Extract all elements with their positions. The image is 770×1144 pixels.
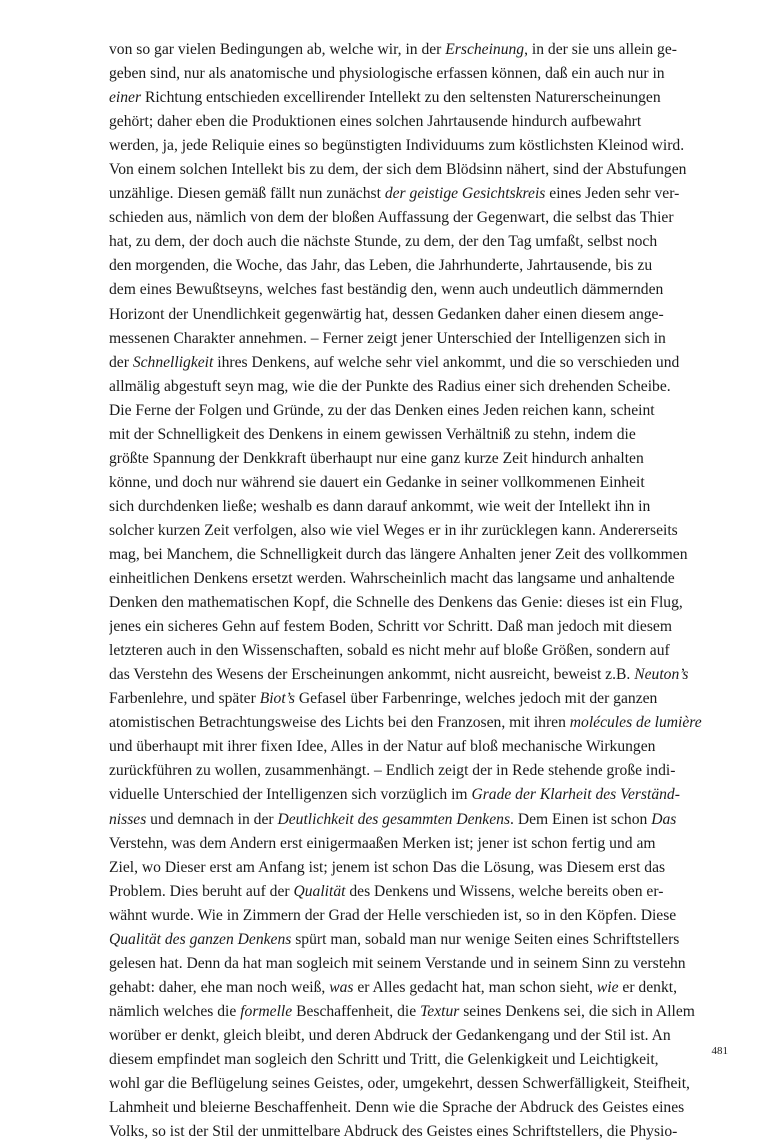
italic-text-segment: einer (109, 89, 142, 107)
text-line (109, 447, 727, 471)
text-segment: , in der sie uns allein ge- (524, 41, 677, 58)
text-line (109, 1120, 727, 1144)
italic-text-segment: Textur (420, 1002, 460, 1020)
text-segment: des Denkens und Wissens, welche bereits oben er- (345, 882, 664, 900)
text-line (109, 832, 727, 856)
text-line (109, 1072, 727, 1096)
text-line (109, 278, 727, 302)
text-line (109, 639, 727, 663)
text-segment: Lahmheit und bleierne Beschaffenheit. Denn wie die Sprache der Abdruck des Geistes eines (109, 1099, 685, 1117)
text-line (109, 880, 727, 904)
italic-text-segment: Qualität (293, 882, 346, 900)
italic-text-segment: Das (651, 810, 677, 828)
text-segment: der (109, 353, 133, 371)
text-segment: Denken den mathematischen Kopf, die Schnelle des Denkens das Genie: dieses ist ein Flug, (109, 594, 683, 612)
text-segment: nämlich welches die (109, 1002, 241, 1020)
text-line (109, 783, 727, 807)
text-segment: atomistischen Betrachtungsweise des Lichts bei den Franzosen, mit ihren (109, 714, 570, 732)
text-line (109, 952, 727, 976)
text-line (109, 543, 727, 567)
italic-text-segment: wie (596, 978, 619, 996)
text-line (109, 375, 727, 399)
text-segment: sich durchdenken ließe; weshalb es dann darauf ankommt, wie weit der Intellekt ihn in (109, 497, 651, 515)
italic-text-segment: Qualität des ganzen Denkens (109, 930, 292, 948)
text-segment: Ziel, wo Dieser erst am Anfang ist; jenem ist schon Das die Lösung, was Diesem erst das (109, 858, 666, 876)
text-segment: ihres Denkens, auf welche sehr viel ankommt, und die so verschieden und (213, 353, 680, 371)
text-segment: von so gar vielen Bedingungen ab, welche wir, in der (109, 41, 446, 58)
text-segment: Verstehn, was dem Andern erst einigermaaßen Merken ist; jener ist schon fertig und am (109, 834, 656, 852)
text-segment: Richtung entschieden excellirender Intellekt zu den seltensten Naturerscheinungen (141, 89, 661, 107)
text-segment: werden, ja, jede Reliquie eines so begünstigten Individuums zum köstlichsten Kleinod wird. (109, 137, 685, 155)
italic-text-segment: molécules de lumière (569, 714, 702, 732)
text-line (109, 759, 727, 783)
text-line (109, 711, 727, 735)
text-segment: Beschaffenheit, die (292, 1002, 421, 1020)
text-segment: und überhaupt mit ihrer fixen Idee, Alles in der Natur auf bloß mechanische Wirkungen (109, 738, 656, 756)
text-line (109, 134, 727, 158)
text-line (109, 62, 727, 86)
text-segment: seines Denkens sei, die sich in Allem (459, 1002, 695, 1020)
text-segment: gehabt: daher, ehe man noch weiß, (109, 978, 330, 996)
text-segment: viduelle Unterschied der Intelligenzen sich vorzüglich im (109, 786, 472, 804)
text-segment: und demnach in der (146, 810, 278, 828)
text-line (109, 38, 727, 62)
text-segment: einheitlichen Denkens ersetzt werden. Wahrscheinlich macht das langsame und anhaltende (109, 570, 675, 588)
text-segment: könne, und doch nur während sie dauert ein Gedanke in seiner vollkommenen Einheit (109, 473, 645, 491)
text-segment: geben sind, nur als anatomische und physiologische erfassen können, daß ein auch nur in (109, 65, 665, 83)
text-segment: . Dem Einen ist schon (510, 810, 652, 828)
text-segment: Farbenlehre, und später (109, 690, 260, 708)
body-text (109, 38, 727, 1144)
text-segment: diesem empfindet man sogleich den Schritt und Tritt, die Gelenkigkeit und Leichtigkeit, (109, 1050, 659, 1068)
text-segment: allmälig abgestuft seyn mag, wie die der Punkte des Radius einer sich drehenden Scheibe. (109, 377, 671, 395)
text-segment: letzteren auch in den Wissenschaften, sobald es nicht mehr auf bloße Größen, sondern auf (109, 642, 670, 660)
text-segment: größte Spannung der Denkkraft überhaupt nur eine ganz kurze Zeit hindurch anhalten (109, 449, 644, 467)
text-segment: worüber er denkt, gleich bleibt, und deren Abdruck der Gedankengang und der Stil ist. An (109, 1026, 671, 1044)
text-line (109, 856, 727, 880)
text-line (109, 615, 727, 639)
text-segment: er Alles gedacht hat, man schon sieht, (353, 978, 597, 996)
italic-text-segment: Neuton’s (634, 666, 689, 684)
text-segment: wähnt wurde. Wie in Zimmern der Grad der Helle verschieden ist, so in den Köpfen. Diese (109, 906, 677, 924)
italic-text-segment: der geistige Gesichtskreis (384, 185, 546, 203)
text-line (109, 399, 727, 423)
text-line (109, 327, 727, 351)
text-segment: mit der Schnelligkeit des Denkens in einem gewissen Verhältniß zu stehn, indem die (109, 425, 636, 443)
text-segment: gelesen hat. Denn da hat man sogleich mit seinem Verstande und in seinem Sinn zu verstehn (109, 954, 686, 972)
text-line (109, 158, 727, 182)
italic-text-segment: formelle (240, 1002, 293, 1020)
italic-text-segment: Deutlichkeit des gesammten Denkens (277, 810, 511, 828)
text-line (109, 303, 727, 327)
text-line (109, 86, 727, 110)
text-line (109, 206, 727, 230)
text-line (109, 687, 727, 711)
text-segment: den morgenden, die Woche, das Jahr, das Leben, die Jahrhunderte, Jahrtausende, bis zu (109, 257, 653, 275)
text-line (109, 254, 727, 278)
text-line (109, 735, 727, 759)
italic-text-segment: Biot’s (259, 690, 295, 708)
italic-text-segment: nisses (109, 810, 147, 828)
text-segment: eines Jeden sehr ver- (545, 185, 680, 203)
text-segment: schieden aus, nämlich von dem der bloßen Auffassung der Gegenwart, die selbst das Thier (109, 209, 674, 227)
text-line (109, 663, 727, 687)
text-segment: jenes ein sicheres Gehn auf festem Boden, Schritt vor Schritt. Daß man jedoch mit diesem (109, 618, 672, 636)
text-segment: Problem. Dies beruht auf der (109, 882, 294, 900)
text-line (109, 423, 727, 447)
text-segment: gehört; daher eben die Produktionen eines solchen Jahrtausende hindurch aufbewahrt (109, 113, 642, 131)
text-segment: dem eines Bewußtseyns, welches fast beständig den, wenn auch undeutlich dämmernden (109, 281, 664, 299)
text-line (109, 928, 727, 952)
italic-text-segment: Erscheinung (445, 41, 525, 58)
text-segment: Von einem solchen Intellekt bis zu dem, der sich dem Blödsinn nähert, sind der Abstufungen (109, 161, 687, 179)
text-line (109, 1024, 727, 1048)
text-line (109, 976, 727, 1000)
text-line (109, 1048, 727, 1072)
text-line (109, 471, 727, 495)
text-segment: zurückführen zu wollen, zusammenhängt. – Endlich zeigt der in Rede stehende große indi- (109, 762, 676, 780)
text-line (109, 495, 727, 519)
text-line (109, 567, 727, 591)
text-segment: wohl gar die Beflügelung seines Geistes, oder, umgekehrt, dessen Schwerfälligkeit, Steifheit, (109, 1075, 690, 1093)
text-line (109, 591, 727, 615)
text-line (109, 230, 727, 254)
text-line (109, 351, 727, 375)
italic-text-segment: was (329, 978, 354, 996)
text-line (109, 182, 727, 206)
italic-text-segment: Schnelligkeit (132, 353, 214, 371)
text-segment: hat, zu dem, der doch auch die nächste Stunde, zu dem, der den Tag umfaßt, selbst noch (109, 233, 658, 251)
text-segment: solcher kurzen Zeit verfolgen, also wie viel Weges er in ihr zurücklegen kann. Andererseits (109, 521, 678, 539)
text-line (109, 904, 727, 928)
text-segment: Die Ferne der Folgen und Gründe, zu der das Denken eines Jeden reichen kann, scheint (109, 401, 655, 419)
text-line (109, 1000, 727, 1024)
text-segment: spürt man, sobald man nur wenige Seiten eines Schriftstellers (291, 930, 680, 948)
text-segment: Volks, so ist der Stil der unmittelbare Abdruck des Geistes eines Schriftstellers, die Physio- (109, 1123, 678, 1141)
text-segment: das Verstehn des Wesens der Erscheinungen ankommt, nicht ausreicht, beweist z.B. (109, 666, 635, 684)
text-segment: Gefasel über Farbenringe, welches jedoch mit der ganzen (294, 690, 658, 708)
text-line (109, 519, 727, 543)
italic-text-segment: Grade der Klarheit des Verständ- (471, 786, 680, 804)
text-segment: Horizont der Unendlichkeit gegenwärtig hat, dessen Gedanken daher einen diesem ange- (109, 305, 664, 323)
text-line (109, 110, 727, 134)
page-number: 481 (711, 1045, 728, 1057)
text-segment: er denkt, (618, 978, 677, 996)
text-segment: unzählige. Diesen gemäß fällt nun zunächst (109, 185, 385, 203)
text-segment: mag, bei Manchem, die Schnelligkeit durch das längere Anhalten jener Zeit des vollkommen (109, 545, 688, 563)
text-line (109, 808, 727, 832)
text-segment: messenen Charakter annehmen. – Ferner zeigt jener Unterschied der Intelligenzen sich in (109, 329, 666, 347)
